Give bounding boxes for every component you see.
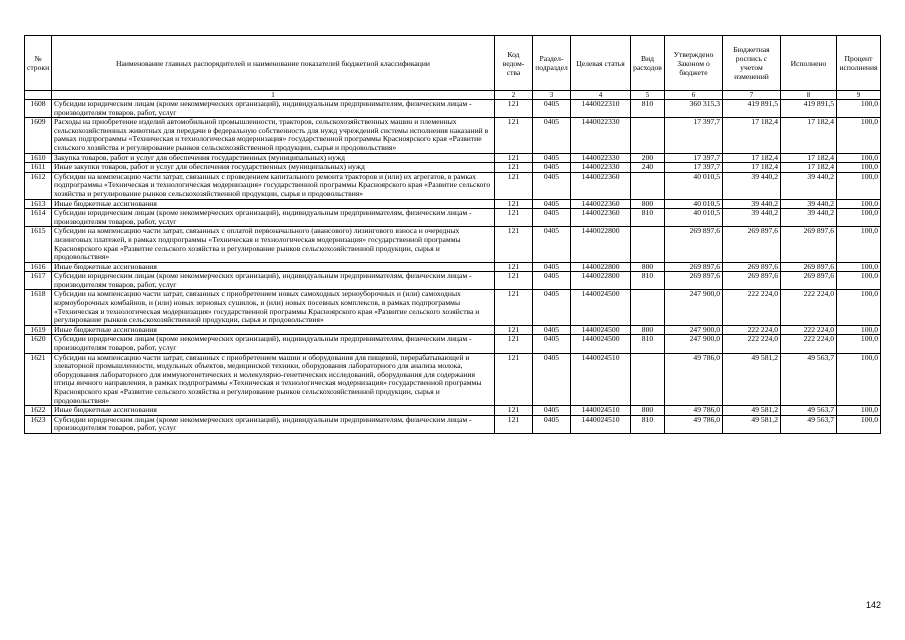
target-article-cell: 1440022800 <box>571 227 631 262</box>
budget-schedule-cell: 49 581,2 <box>723 415 781 433</box>
section-cell: 0405 <box>533 325 571 335</box>
percent-cell: 100,0 <box>837 325 881 335</box>
percent-cell: 100,0 <box>837 406 881 416</box>
expense-type-cell: 800 <box>631 199 665 209</box>
department-code-cell: 121 <box>495 209 533 227</box>
row-number-cell: 1610 <box>25 153 52 163</box>
department-code-cell: 121 <box>495 199 533 209</box>
header-approved: Утверждено Законом о бюджете <box>665 36 723 91</box>
target-article-cell: 1440024510 <box>571 415 631 433</box>
approved-cell: 49 786,0 <box>665 353 723 406</box>
section-cell: 0405 <box>533 335 571 353</box>
section-cell: 0405 <box>533 172 571 199</box>
section-cell: 0405 <box>533 406 571 416</box>
department-code-cell: 121 <box>495 406 533 416</box>
target-article-cell: 1440022360 <box>571 199 631 209</box>
table-row <box>25 153 881 163</box>
budget-schedule-cell: 269 897,6 <box>723 227 781 262</box>
approved-cell: 269 897,6 <box>665 272 723 290</box>
target-article-cell: 1440022360 <box>571 172 631 199</box>
header-row <box>25 36 881 91</box>
row-number-cell: 1619 <box>25 325 52 335</box>
expense-type-cell <box>631 118 665 153</box>
row-number-cell: 1611 <box>25 163 52 173</box>
approved-cell: 40 010,5 <box>665 172 723 199</box>
column-number: 6 <box>665 91 723 100</box>
table-row <box>25 172 881 199</box>
department-code-cell: 121 <box>495 325 533 335</box>
budget-schedule-cell: 269 897,6 <box>723 262 781 272</box>
approved-cell: 247 900,0 <box>665 325 723 335</box>
section-cell: 0405 <box>533 163 571 173</box>
row-name-cell: Субсидии юридическим лицам (кроме некоммерческих организаций), индивидуальным предпринимателям, физическим лицам - производителям товаров, работ, услуг <box>52 100 495 118</box>
column-number: 1 <box>52 91 495 100</box>
percent-cell: 100,0 <box>837 335 881 353</box>
executed-cell: 39 440,2 <box>781 172 837 199</box>
expense-type-cell: 800 <box>631 262 665 272</box>
department-code-cell: 121 <box>495 415 533 433</box>
row-number-cell: 1613 <box>25 199 52 209</box>
percent-cell: 100,0 <box>837 163 881 173</box>
target-article-cell: 1440024510 <box>571 353 631 406</box>
header-executed: Исполнено <box>781 36 837 91</box>
percent-cell: 100,0 <box>837 227 881 262</box>
approved-cell: 49 786,0 <box>665 415 723 433</box>
expense-type-cell <box>631 290 665 325</box>
table-row <box>25 415 881 433</box>
header-row-number: № строки <box>25 36 52 91</box>
table-row <box>25 163 881 173</box>
header-budget-schedule: Бюджетная роспись с учетом изменений <box>723 36 781 91</box>
section-cell: 0405 <box>533 100 571 118</box>
header-expense-type: Вид расходов <box>631 36 665 91</box>
expense-type-cell: 800 <box>631 406 665 416</box>
department-code-cell: 121 <box>495 163 533 173</box>
percent-cell: 100,0 <box>837 199 881 209</box>
row-name-cell: Закупка товаров, работ и услуг для обеспечения государственных (муниципальных) нужд <box>52 153 495 163</box>
approved-cell: 17 397,7 <box>665 118 723 153</box>
department-code-cell: 121 <box>495 335 533 353</box>
row-number-cell: 1623 <box>25 415 52 433</box>
column-number: 7 <box>723 91 781 100</box>
column-number-row <box>25 91 881 100</box>
percent-cell: 100,0 <box>837 262 881 272</box>
target-article-cell: 1440022330 <box>571 118 631 153</box>
table-row <box>25 272 881 290</box>
row-name-cell: Субсидии на компенсацию части затрат, связанных с оплатой первоначального (авансового) лизингового взноса и очередных лизинговых платежей, в рамках подпрограммы «Техническая и технологическая модернизация» государственной программы Красноярского края «Развитие сельского хозяйства и регулирование рынков сельскохозяйственной продукции, сырья и продовольствия» <box>52 227 495 262</box>
section-cell: 0405 <box>533 272 571 290</box>
target-article-cell: 1440022800 <box>571 262 631 272</box>
header-target-article: Целевая статья <box>571 36 631 91</box>
section-cell: 0405 <box>533 199 571 209</box>
row-number-cell: 1609 <box>25 118 52 153</box>
section-cell: 0405 <box>533 209 571 227</box>
executed-cell: 419 891,5 <box>781 100 837 118</box>
executed-cell: 17 182,4 <box>781 118 837 153</box>
row-name-cell: Иные бюджетные ассигнования <box>52 262 495 272</box>
expense-type-cell: 810 <box>631 415 665 433</box>
department-code-cell: 121 <box>495 272 533 290</box>
row-number-cell: 1618 <box>25 290 52 325</box>
page-number: 142 <box>865 600 881 610</box>
target-article-cell: 1440022800 <box>571 272 631 290</box>
budget-schedule-cell: 17 182,4 <box>723 118 781 153</box>
column-number: 5 <box>631 91 665 100</box>
department-code-cell: 121 <box>495 118 533 153</box>
executed-cell: 269 897,6 <box>781 227 837 262</box>
expense-type-cell: 240 <box>631 163 665 173</box>
budget-schedule-cell: 17 182,4 <box>723 163 781 173</box>
percent-cell: 100,0 <box>837 172 881 199</box>
row-name-cell: Иные закупки товаров, работ и услуг для обеспечения государственных (муниципальных) нужд <box>52 163 495 173</box>
table-row <box>25 290 881 325</box>
executed-cell: 269 897,6 <box>781 272 837 290</box>
table-row <box>25 209 881 227</box>
target-article-cell: 1440024500 <box>571 325 631 335</box>
department-code-cell: 121 <box>495 262 533 272</box>
row-name-cell: Расходы на приобретение изделий автомобильной промышленности, тракторов, сельскохозяйственных машин и племенных сельскохозяйственных животных для передачи в федеральную собственность для нужд учреждений системы исполнения наказаний в рамках подпрограммы «Техническая и технологическая модернизация» государственной программы Красноярского края «Развитие сельского хозяйства и регулирование рынков сельскохозяйственной продукции, сырья и продовольствия» <box>52 118 495 153</box>
percent-cell: 100,0 <box>837 272 881 290</box>
table-row <box>25 199 881 209</box>
budget-schedule-cell: 17 182,4 <box>723 153 781 163</box>
expense-type-cell: 810 <box>631 100 665 118</box>
budget-schedule-cell: 49 581,2 <box>723 406 781 416</box>
department-code-cell: 121 <box>495 100 533 118</box>
budget-schedule-cell: 39 440,2 <box>723 172 781 199</box>
approved-cell: 49 786,0 <box>665 406 723 416</box>
row-name-cell: Субсидии юридическим лицам (кроме некоммерческих организаций), индивидуальным предпринимателям, физическим лицам - производителям товаров, работ, услуг <box>52 272 495 290</box>
executed-cell: 222 224,0 <box>781 325 837 335</box>
row-name-cell: Иные бюджетные ассигнования <box>52 406 495 416</box>
target-article-cell: 1440022330 <box>571 163 631 173</box>
percent-cell: 100,0 <box>837 118 881 153</box>
approved-cell: 247 900,0 <box>665 290 723 325</box>
budget-schedule-cell: 419 891,5 <box>723 100 781 118</box>
approved-cell: 17 397,7 <box>665 163 723 173</box>
table-row <box>25 100 881 118</box>
target-article-cell: 1440024500 <box>571 290 631 325</box>
executed-cell: 49 563,7 <box>781 415 837 433</box>
department-code-cell: 121 <box>495 227 533 262</box>
executed-cell: 222 224,0 <box>781 290 837 325</box>
row-number-cell: 1617 <box>25 272 52 290</box>
executed-cell: 49 563,7 <box>781 353 837 406</box>
expense-type-cell <box>631 172 665 199</box>
expense-type-cell <box>631 227 665 262</box>
expense-type-cell: 200 <box>631 153 665 163</box>
section-cell: 0405 <box>533 415 571 433</box>
row-name-cell: Иные бюджетные ассигнования <box>52 325 495 335</box>
percent-cell: 100,0 <box>837 100 881 118</box>
table-row <box>25 118 881 153</box>
header-percent: Процент исполнения <box>837 36 881 91</box>
approved-cell: 40 010,5 <box>665 209 723 227</box>
column-number: 9 <box>837 91 881 100</box>
row-number-cell: 1621 <box>25 353 52 406</box>
row-number-cell: 1615 <box>25 227 52 262</box>
executed-cell: 17 182,4 <box>781 153 837 163</box>
row-name-cell: Субсидии юридическим лицам (кроме некоммерческих организаций), индивидуальным предпринимателям, физическим лицам - производителям товаров, работ, услуг <box>52 335 495 353</box>
column-number: 4 <box>571 91 631 100</box>
budget-schedule-cell: 222 224,0 <box>723 325 781 335</box>
approved-cell: 360 315,3 <box>665 100 723 118</box>
table-row <box>25 406 881 416</box>
table-row <box>25 325 881 335</box>
section-cell: 0405 <box>533 118 571 153</box>
row-number-cell: 1608 <box>25 100 52 118</box>
target-article-cell: 1440022330 <box>571 153 631 163</box>
target-article-cell: 1440022360 <box>571 209 631 227</box>
table-row <box>25 353 881 406</box>
row-name-cell: Иные бюджетные ассигнования <box>52 199 495 209</box>
expense-type-cell <box>631 353 665 406</box>
percent-cell: 100,0 <box>837 353 881 406</box>
expense-type-cell: 800 <box>631 325 665 335</box>
budget-schedule-cell: 49 581,2 <box>723 353 781 406</box>
approved-cell: 247 900,0 <box>665 335 723 353</box>
header-section: Раздел-подраздел <box>533 36 571 91</box>
department-code-cell: 121 <box>495 290 533 325</box>
column-number-blank <box>25 91 52 100</box>
header-department-code: Код ведом-ства <box>495 36 533 91</box>
department-code-cell: 121 <box>495 153 533 163</box>
department-code-cell: 121 <box>495 353 533 406</box>
table-row <box>25 227 881 262</box>
row-number-cell: 1614 <box>25 209 52 227</box>
header-name: Наименование главных распорядителей и наименование показателей бюджетной классификации <box>52 36 495 91</box>
percent-cell: 100,0 <box>837 153 881 163</box>
percent-cell: 100,0 <box>837 415 881 433</box>
approved-cell: 40 010,5 <box>665 199 723 209</box>
approved-cell: 269 897,6 <box>665 227 723 262</box>
budget-schedule-cell: 222 224,0 <box>723 290 781 325</box>
expense-type-cell: 810 <box>631 209 665 227</box>
row-number-cell: 1616 <box>25 262 52 272</box>
percent-cell: 100,0 <box>837 290 881 325</box>
executed-cell: 49 563,7 <box>781 406 837 416</box>
row-name-cell: Субсидии на компенсацию части затрат, связанных с приобретением машин и оборудования для пищевой, перерабатывающей и элеваторной промышленности, модульных объектов, медицинской техники, оборудования лабораторного для анализа молока, оборудования лабораторного для иммуногенетических и молекулярно-генетических исследований, оборудования для содержания птицы яичного направления, в рамках подпрограммы «Техническая и технологическая модернизация» государственной программы Красноярского края «Развитие сельского хозяйства и регулирование рынков сельскохозяйственной продукции, сырья и продовольствия» <box>52 353 495 406</box>
table-body <box>25 100 881 434</box>
row-name-cell: Субсидии на компенсацию части затрат, связанных с проведением капитального ремонта тракторов и (или) их агрегатов, в рамках подпрограммы «Техническая и технологическая модернизация» государственной программы Красноярского края «Развитие сельского хозяйства и регулирование рынков сельскохозяйственной продукции, сырья и продовольствия» <box>52 172 495 199</box>
budget-table <box>24 35 881 434</box>
executed-cell: 17 182,4 <box>781 163 837 173</box>
department-code-cell: 121 <box>495 172 533 199</box>
approved-cell: 17 397,7 <box>665 153 723 163</box>
row-number-cell: 1612 <box>25 172 52 199</box>
executed-cell: 39 440,2 <box>781 209 837 227</box>
column-number: 3 <box>533 91 571 100</box>
section-cell: 0405 <box>533 353 571 406</box>
row-number-cell: 1622 <box>25 406 52 416</box>
column-number: 2 <box>495 91 533 100</box>
executed-cell: 222 224,0 <box>781 335 837 353</box>
expense-type-cell: 810 <box>631 335 665 353</box>
budget-schedule-cell: 269 897,6 <box>723 272 781 290</box>
row-number-cell: 1620 <box>25 335 52 353</box>
column-number: 8 <box>781 91 837 100</box>
target-article-cell: 1440024510 <box>571 406 631 416</box>
target-article-cell: 1440024500 <box>571 335 631 353</box>
approved-cell: 269 897,6 <box>665 262 723 272</box>
percent-cell: 100,0 <box>837 209 881 227</box>
section-cell: 0405 <box>533 290 571 325</box>
budget-schedule-cell: 222 224,0 <box>723 335 781 353</box>
expense-type-cell: 810 <box>631 272 665 290</box>
table-row <box>25 335 881 353</box>
table-row <box>25 262 881 272</box>
budget-schedule-cell: 39 440,2 <box>723 209 781 227</box>
row-name-cell: Субсидии на компенсацию части затрат, связанных с приобретением новых самоходных зерноуборочных и (или) самоходных кормоуборочных комбайнов, и (или) новых зерновых сушилок, и (или) новых посевных комплексов, в рамках подпрограммы «Техническая и технологическая модернизация» государственной программы Красноярского края «Развитие сельского хозяйства и регулирование рынков сельскохозяйственной продукции, сырья и продовольствия» <box>52 290 495 325</box>
row-name-cell: Субсидии юридическим лицам (кроме некоммерческих организаций), индивидуальным предпринимателям, физическим лицам - производителям товаров, работ, услуг <box>52 209 495 227</box>
target-article-cell: 1440022310 <box>571 100 631 118</box>
executed-cell: 39 440,2 <box>781 199 837 209</box>
budget-schedule-cell: 39 440,2 <box>723 199 781 209</box>
section-cell: 0405 <box>533 227 571 262</box>
executed-cell: 269 897,6 <box>781 262 837 272</box>
section-cell: 0405 <box>533 262 571 272</box>
row-name-cell: Субсидии юридическим лицам (кроме некоммерческих организаций), индивидуальным предпринимателям, физическим лицам - производителям товаров, работ, услуг <box>52 415 495 433</box>
section-cell: 0405 <box>533 153 571 163</box>
